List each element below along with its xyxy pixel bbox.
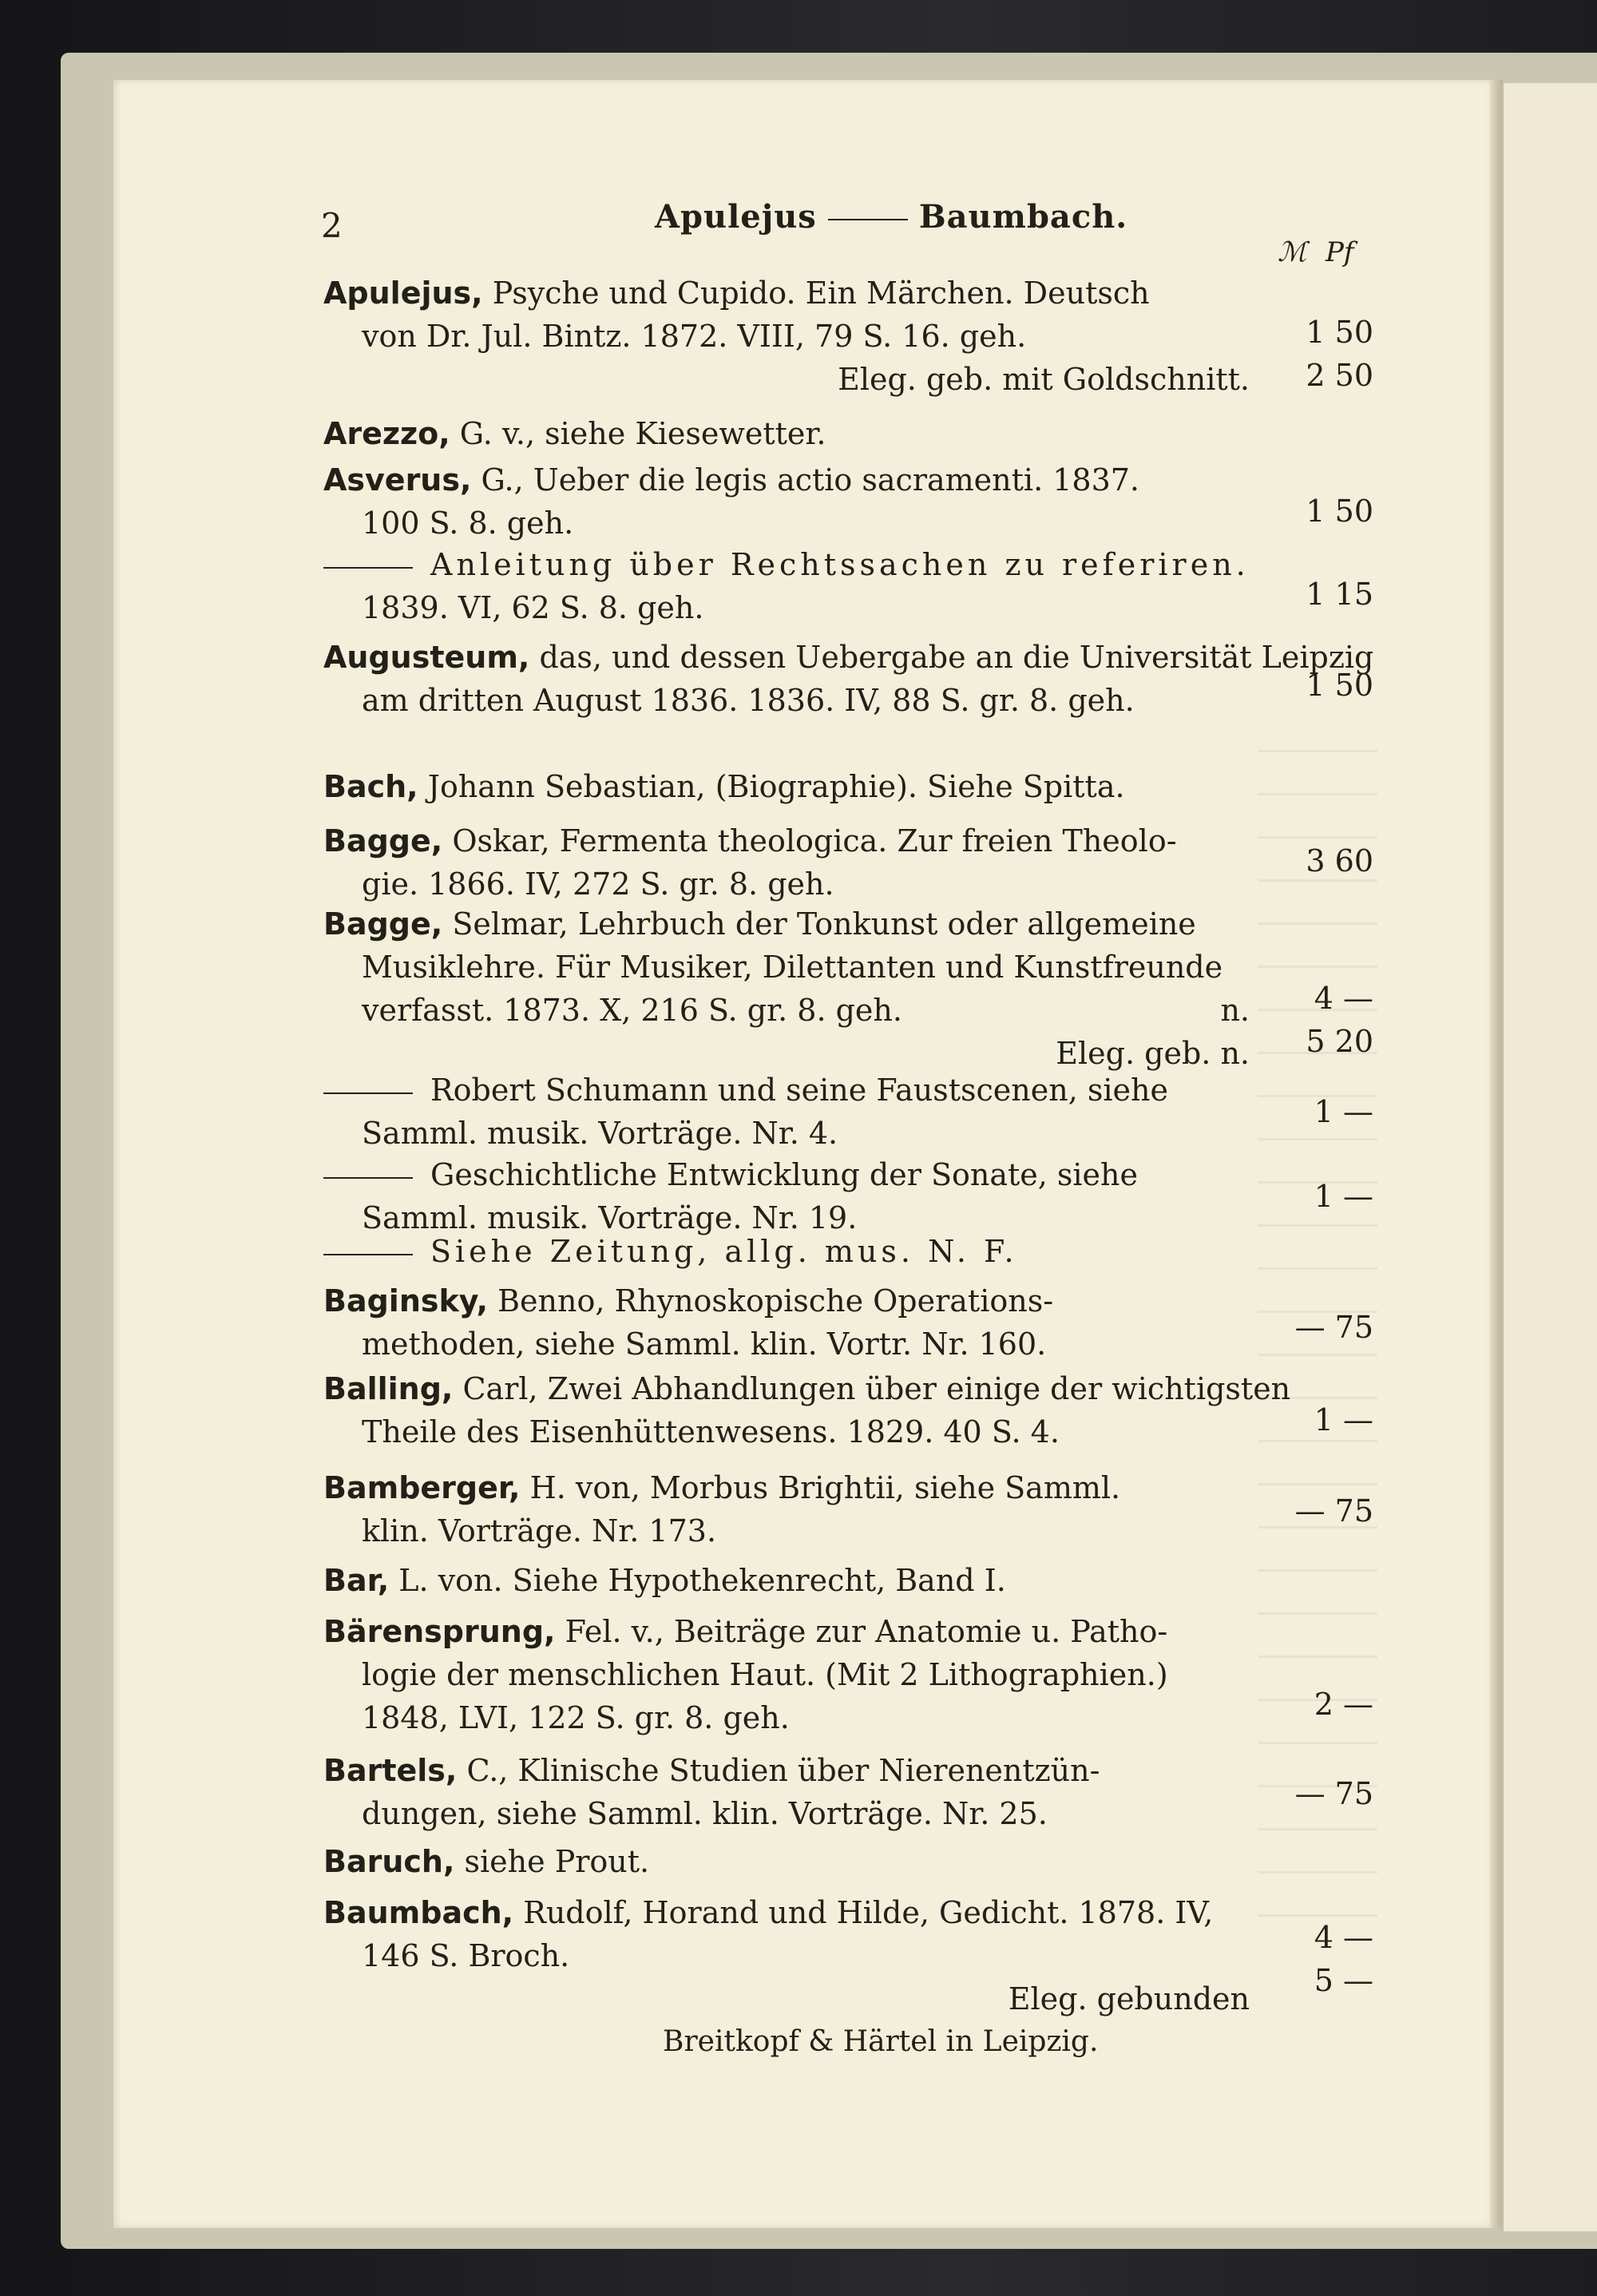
entry-text: verfasst. 1873. X, 216 S. gr. 8. geh. <box>362 993 902 1028</box>
price: — 75 <box>1294 1776 1373 1811</box>
entry-head: Augusteum, <box>323 640 530 675</box>
entry-text: klin. Vorträge. Nr. 173. <box>362 1513 717 1549</box>
entry-text: methoden, siehe Samml. klin. Vortr. Nr. 160. <box>362 1326 1047 1362</box>
price: 1 50 <box>1306 494 1373 529</box>
entry-baerensprung <box>323 1610 1250 1739</box>
entry-head: Asverus, <box>323 462 472 498</box>
entry-bagge-oskar <box>323 819 1250 906</box>
price: 3 60 <box>1306 843 1373 878</box>
entry-head: Bartels, <box>323 1753 458 1788</box>
entry-text: Siehe Zeitung, allg. mus. N. F. <box>430 1234 1018 1269</box>
price: 2 50 <box>1306 358 1373 393</box>
entry-head: Arezzo, <box>323 416 450 451</box>
price: 5 — <box>1314 1963 1373 1998</box>
price: 1 50 <box>1306 668 1373 703</box>
entry-text: Eleg. geb. mit Goldschnitt. <box>838 362 1250 397</box>
entry-text: Rudolf, Horand und Hilde, Gedicht. 1878. IV, <box>523 1895 1214 1930</box>
entry-text: von Dr. Jul. Bintz. 1872. VIII, 79 S. 16. geh. <box>362 319 1027 354</box>
price: — 75 <box>1294 1310 1373 1345</box>
entry-text: das, und dessen Uebergabe an die Universität Leipzig <box>539 640 1374 675</box>
publisher-footer: Breitkopf & Härtel in Leipzig. <box>663 2025 1099 2058</box>
title-dash <box>828 219 908 220</box>
entry-arezzo <box>323 412 1250 455</box>
entry-text: Benno, Rhynoskopische Operations- <box>497 1283 1054 1319</box>
entry-text: Johann Sebastian, (Biographie). Siehe Spitta. <box>427 769 1125 804</box>
entry-head: Bagge, <box>323 906 443 942</box>
price: 4 — <box>1314 1920 1373 1955</box>
price: 4 — <box>1314 981 1373 1016</box>
entry-text: Psyche und Cupido. Ein Märchen. Deutsch <box>492 276 1150 311</box>
entry-head: Baruch, <box>323 1844 455 1879</box>
entry-text: H. von, Morbus Brightii, siehe Samml. <box>529 1470 1121 1505</box>
running-title-right: Baumbach. <box>918 198 1128 236</box>
entry-text: C., Klinische Studien über Nierenentzün- <box>466 1753 1100 1788</box>
entry-sonate <box>323 1153 1250 1239</box>
next-page-edge <box>1501 83 1597 2231</box>
price: 1 — <box>1314 1179 1373 1214</box>
entry-robert-schumann <box>323 1069 1250 1155</box>
running-title <box>655 198 1127 236</box>
price: — 75 <box>1294 1493 1373 1529</box>
price: 1 — <box>1314 1094 1373 1129</box>
price: 1 15 <box>1306 577 1373 612</box>
entry-text: dungen, siehe Samml. klin. Vorträge. Nr. 25. <box>362 1796 1048 1831</box>
price: 5 20 <box>1306 1024 1373 1059</box>
entry-anleitung <box>323 543 1250 629</box>
entry-asverus <box>323 458 1250 545</box>
entry-text: Theile des Eisenhüttenwesens. 1829. 40 S. 4. <box>362 1414 1060 1449</box>
entry-text: Samml. musik. Vorträge. Nr. 19. <box>362 1200 858 1235</box>
price: 2 — <box>1314 1687 1373 1722</box>
entry-text: Selmar, Lehrbuch der Tonkunst oder allgemeine <box>452 906 1196 942</box>
entry-text: L. von. Siehe Hypothekenrecht, Band I. <box>398 1563 1006 1598</box>
currency-mark: ℳ <box>1278 236 1307 268</box>
entry-text: Geschichtliche Entwicklung der Sonate, siehe <box>430 1157 1139 1192</box>
entry-text: Musiklehre. Für Musiker, Dilettanten und Kunstfreunde <box>362 950 1223 985</box>
entry-head: Apulejus, <box>323 276 483 311</box>
currency-pf: Pf <box>1326 236 1354 268</box>
entry-head: Balling, <box>323 1371 454 1406</box>
entry-text: Eleg. gebunden <box>1008 1981 1250 2016</box>
net-marker: n. <box>1220 993 1250 1028</box>
entry-text: Samml. musik. Vorträge. Nr. 4. <box>362 1116 838 1151</box>
entry-head: Bar, <box>323 1563 390 1598</box>
entry-text: Oskar, Fermenta theologica. Zur freien Theolo- <box>452 823 1177 859</box>
entry-bagge-selmar <box>323 902 1250 1075</box>
entry-balling <box>323 1367 1291 1453</box>
entry-text: am dritten August 1836. 1836. IV, 88 S. gr. 8. geh. <box>362 683 1135 718</box>
entry-text: Fel. v., Beiträge zur Anatomie u. Patho- <box>565 1614 1168 1649</box>
entry-text: G., Ueber die legis actio sacramenti. 1837. <box>481 462 1140 498</box>
entry-text: Robert Schumann und seine Faustscenen, siehe <box>430 1073 1168 1108</box>
entry-bach <box>323 765 1250 808</box>
entry-head: Baginsky, <box>323 1283 489 1319</box>
entry-head: Baumbach, <box>323 1895 514 1930</box>
page-number: 2 <box>321 206 343 245</box>
entry-head: Bach, <box>323 769 418 804</box>
entry-text: Carl, Zwei Abhandlungen über einige der wichtigsten <box>462 1371 1291 1406</box>
entry-text: Eleg. geb. n. <box>1056 1036 1250 1071</box>
entry-baginsky <box>323 1279 1250 1366</box>
entry-bartels <box>323 1749 1250 1835</box>
entry-zeitung <box>323 1230 1250 1273</box>
entry-head: Bamberger, <box>323 1470 521 1505</box>
entry-text: G. v., siehe Kiesewetter. <box>459 416 826 451</box>
entry-text: Anleitung über Rechtssachen zu referiren. <box>430 547 1250 582</box>
repeat-rule <box>323 567 413 569</box>
repeat-rule <box>323 1177 413 1179</box>
entry-text: 1848, LVI, 122 S. gr. 8. geh. <box>362 1700 790 1735</box>
price: 1 50 <box>1306 315 1373 350</box>
entry-apulejus <box>323 272 1250 401</box>
entry-bamberger <box>323 1466 1250 1552</box>
entry-text: 1839. VI, 62 S. 8. geh. <box>362 590 704 625</box>
entry-baruch <box>323 1840 1250 1883</box>
entry-text: gie. 1866. IV, 272 S. gr. 8. geh. <box>362 866 834 902</box>
repeat-rule <box>323 1092 413 1094</box>
entry-head: Bagge, <box>323 823 443 859</box>
entry-baumbach <box>323 1891 1250 2020</box>
entry-text: siehe Prout. <box>464 1844 650 1879</box>
price: 1 — <box>1314 1402 1373 1437</box>
entry-bar <box>323 1559 1250 1602</box>
entry-text: 146 S. Broch. <box>362 1938 570 1973</box>
entry-text: logie der menschlichen Haut. (Mit 2 Lithographien.) <box>362 1657 1168 1692</box>
repeat-rule <box>323 1254 413 1255</box>
entry-head: Bärensprung, <box>323 1614 556 1649</box>
entry-text: 100 S. 8. geh. <box>362 506 574 541</box>
running-title-left: Apulejus <box>655 198 817 236</box>
